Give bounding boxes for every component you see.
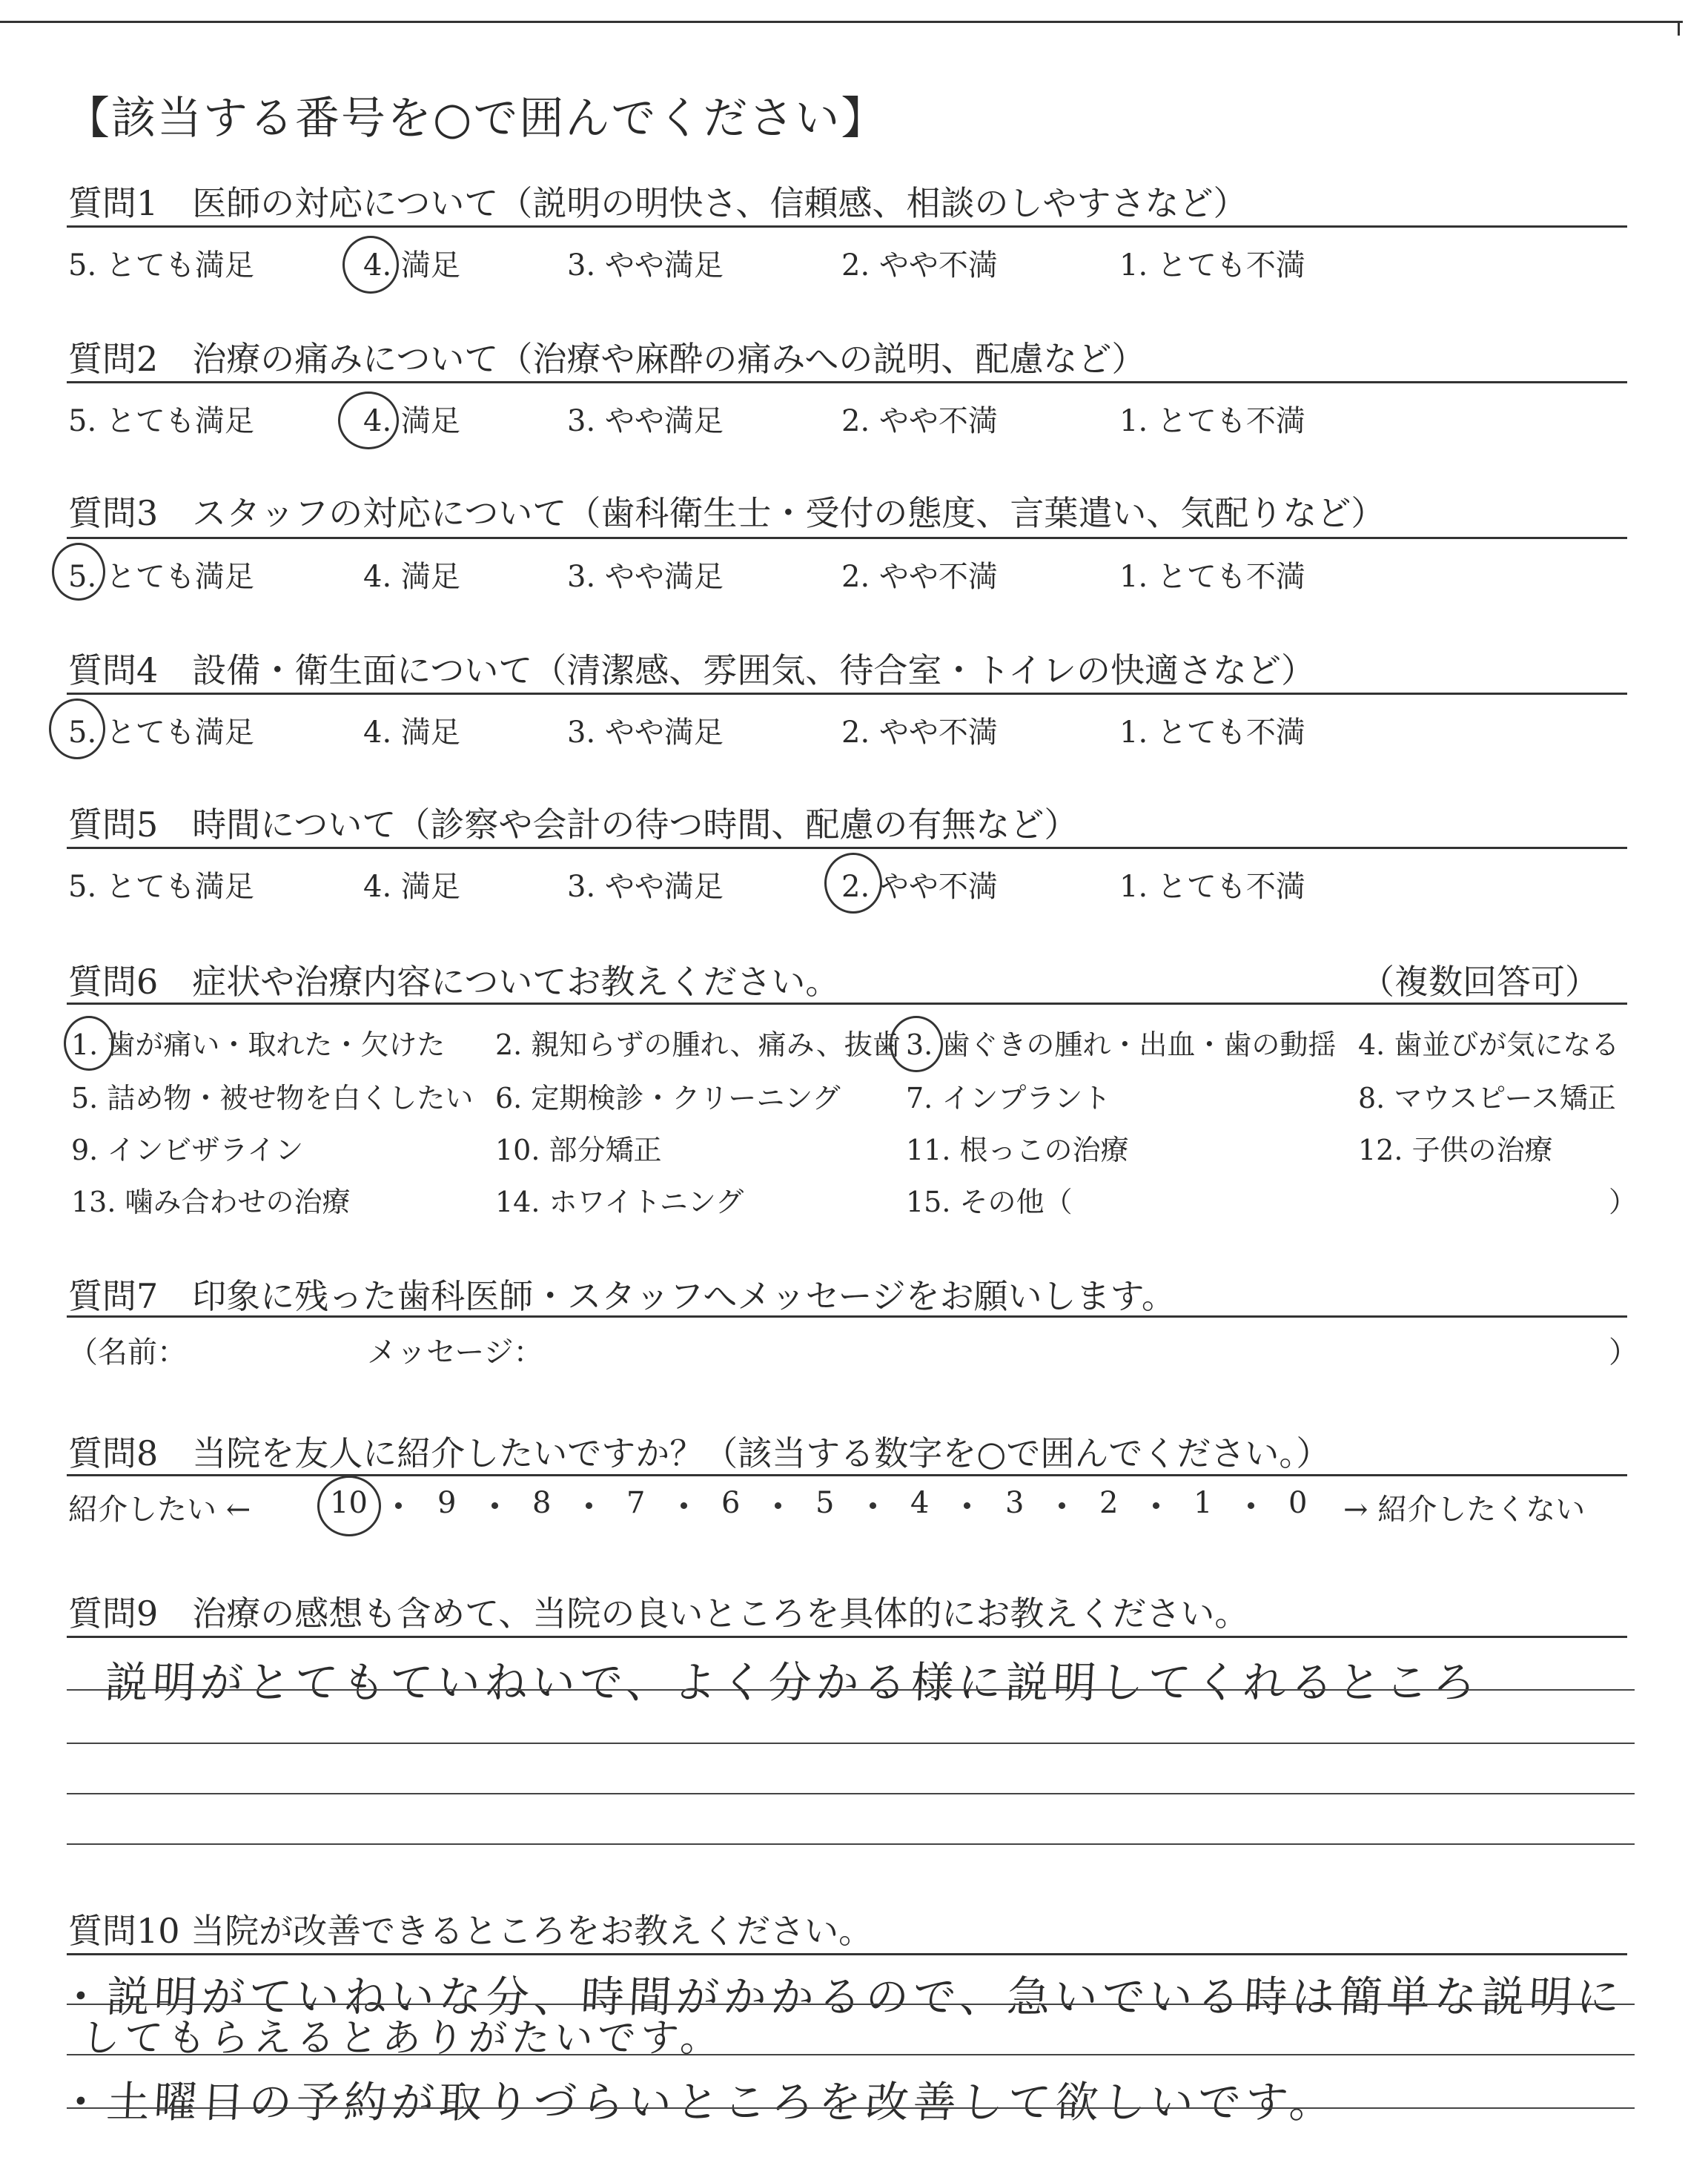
q4-option-5[interactable]: 5. とても満足: [68, 716, 254, 750]
q9-handwritten-answer[interactable]: 説明がとてもていねいで、よく分かる様に説明してくれるところ: [103, 1657, 1482, 1708]
q6-option-12[interactable]: 12. 子供の治療: [1358, 1134, 1553, 1166]
q5-option-2[interactable]: 2. やや不満: [841, 870, 998, 904]
q3-option-2[interactable]: 2. やや不満: [841, 560, 998, 594]
q8-scale-5[interactable]: 5: [815, 1486, 835, 1520]
q10-answer-line: [67, 2054, 1635, 2055]
top-border: [0, 21, 1683, 23]
q8-separator-dot: [964, 1502, 970, 1509]
q8-separator-dot: [395, 1502, 402, 1509]
question-2-label: 質問2 治療の痛みについて（治療や麻酔の痛みへの説明、配慮など）: [68, 339, 1146, 379]
q8-scale-1[interactable]: 1: [1194, 1486, 1213, 1520]
q6-option-4[interactable]: 4. 歯並びが気になる: [1358, 1028, 1620, 1061]
q8-scale-7[interactable]: 7: [626, 1486, 646, 1520]
q6-selection-circle-1: [64, 1016, 114, 1071]
q2-option-2[interactable]: 2. やや不満: [841, 404, 998, 438]
question-3-rule: [67, 537, 1627, 539]
question-1-rule: [67, 225, 1627, 228]
q6-option-15[interactable]: 15. その他（: [906, 1186, 1073, 1218]
question-7-label: 質問7 印象に残った歯科医師・スタッフへメッセージをお願いします。: [68, 1276, 1176, 1316]
q10-handwritten-line-2[interactable]: してもらえるとありがたいです。: [80, 2016, 725, 2061]
form-title: 【該当する番号を○で囲んでください】: [65, 93, 887, 145]
question-6-note: （複数回答可）: [1360, 962, 1599, 1002]
q3-option-4[interactable]: 4. 満足: [363, 560, 460, 594]
q4-option-1[interactable]: 1. とても不満: [1119, 716, 1305, 750]
q6-option-14[interactable]: 14. ホワイトニング: [495, 1186, 744, 1218]
q4-option-3[interactable]: 3. やや満足: [567, 716, 724, 750]
q8-separator-dot: [681, 1502, 687, 1509]
q5-option-1[interactable]: 1. とても不満: [1119, 870, 1305, 904]
q9-answer-line: [67, 1843, 1635, 1845]
q2-option-3[interactable]: 3. やや満足: [567, 404, 724, 438]
question-6-rule: [67, 1003, 1627, 1005]
question-9-label: 質問9 治療の感想も含めて、当院の良いところを具体的にお教えください。: [68, 1593, 1249, 1634]
q8-separator-dot: [491, 1502, 498, 1509]
q9-answer-line: [67, 1793, 1635, 1794]
q1-option-3[interactable]: 3. やや満足: [567, 248, 724, 283]
question-5-rule: [67, 847, 1627, 849]
q8-scale-8[interactable]: 8: [532, 1486, 552, 1520]
q8-scale-3[interactable]: 3: [1005, 1486, 1025, 1520]
q1-selection-circle: [342, 236, 399, 294]
q9-answer-line: [67, 1689, 1635, 1691]
q8-separator-dot: [1248, 1502, 1254, 1509]
q4-selection-circle: [49, 698, 105, 759]
q6-option-15-close: ）: [1609, 1186, 1638, 1218]
q6-option-2[interactable]: 2. 親知らずの腫れ、痛み、抜歯: [495, 1028, 901, 1061]
question-4-rule: [67, 693, 1627, 695]
q6-selection-circle-3: [890, 1016, 943, 1072]
question-10-label: 質問10 当院が改善できるところをお教えください。: [68, 1911, 873, 1951]
q6-option-7[interactable]: 7. インプラント: [906, 1082, 1111, 1114]
q7-close-paren: ）: [1609, 1335, 1638, 1370]
q10-answer-line: [67, 2004, 1635, 2005]
top-border-edge: [1678, 21, 1680, 36]
q4-option-4[interactable]: 4. 満足: [363, 716, 460, 750]
question-3-label: 質問3 スタッフの対応について（歯科衛生士・受付の態度、言葉遣い、気配りなど）: [68, 493, 1386, 533]
q6-option-9[interactable]: 9. インビザライン: [71, 1134, 304, 1166]
q6-option-11[interactable]: 11. 根っこの治療: [906, 1134, 1129, 1166]
q6-option-1[interactable]: 1. 歯が痛い・取れた・欠けた: [71, 1028, 446, 1061]
question-7-rule: [67, 1315, 1627, 1318]
question-8-label: 質問8 当院を友人に紹介したいですか？（該当する数字を○で囲んでください。）: [68, 1433, 1331, 1473]
q1-option-1[interactable]: 1. とても不満: [1119, 248, 1305, 283]
q3-option-3[interactable]: 3. やや満足: [567, 560, 724, 594]
q8-selection-circle: [317, 1476, 381, 1536]
q4-option-2[interactable]: 2. やや不満: [841, 716, 998, 750]
q2-selection-circle: [338, 392, 399, 449]
q1-option-2[interactable]: 2. やや不満: [841, 248, 998, 283]
q3-selection-circle: [52, 543, 105, 601]
q8-scale-9[interactable]: 9: [437, 1486, 457, 1520]
q8-scale-2[interactable]: 2: [1099, 1486, 1119, 1520]
q8-left-label: 紹介したい ←: [68, 1493, 251, 1527]
question-5-label: 質問5 時間について（診察や会計の待つ時間、配慮の有無など）: [68, 805, 1079, 845]
q6-option-3[interactable]: 3. 歯ぐきの腫れ・出血・歯の動揺: [906, 1028, 1337, 1061]
q8-separator-dot: [870, 1502, 876, 1509]
q8-scale-0[interactable]: 0: [1288, 1486, 1308, 1520]
question-9-rule: [67, 1636, 1627, 1638]
q8-separator-dot: [775, 1502, 781, 1509]
q2-option-4[interactable]: 4. 満足: [363, 404, 460, 438]
q5-option-3[interactable]: 3. やや満足: [567, 870, 724, 904]
q6-option-5[interactable]: 5. 詰め物・被せ物を白くしたい: [71, 1082, 474, 1114]
q10-handwritten-line-1[interactable]: ・説明がていねいな分、時間がかかるので、急いでいる時は簡単な説明に: [57, 1972, 1626, 2022]
q1-option-4[interactable]: 4. 満足: [363, 248, 460, 283]
q8-separator-dot: [586, 1502, 592, 1509]
q3-option-5[interactable]: 5. とても満足: [68, 560, 254, 594]
q6-option-8[interactable]: 8. マウスピース矯正: [1358, 1082, 1616, 1114]
q5-option-4[interactable]: 4. 満足: [363, 870, 460, 904]
question-8-rule: [67, 1474, 1627, 1476]
q7-name-label[interactable]: （名前：: [68, 1335, 187, 1370]
q6-option-13[interactable]: 13. 噛み合わせの治療: [71, 1186, 351, 1218]
q2-option-5[interactable]: 5. とても満足: [68, 404, 254, 438]
question-10-rule: [67, 1953, 1627, 1955]
q10-handwritten-line-3[interactable]: ・土曜日の予約が取りづらいところを改善して欲しいです。: [57, 2077, 1338, 2127]
q5-selection-circle: [824, 853, 882, 914]
q6-option-6[interactable]: 6. 定期検診・クリーニング: [495, 1082, 841, 1114]
q3-option-1[interactable]: 1. とても不満: [1119, 560, 1305, 594]
q8-separator-dot: [1153, 1502, 1159, 1509]
q10-answer-line: [67, 2107, 1635, 2109]
question-2-rule: [67, 381, 1627, 383]
q8-scale-4[interactable]: 4: [910, 1486, 930, 1520]
q7-message-label[interactable]: メッセージ：: [367, 1335, 543, 1370]
q9-answer-line: [67, 1743, 1635, 1744]
q8-separator-dot: [1059, 1502, 1065, 1509]
q1-option-5[interactable]: 5. とても満足: [68, 248, 254, 283]
question-4-label: 質問4 設備・衛生面について（清潔感、雰囲気、待合室・トイレの快適さなど）: [68, 650, 1316, 690]
q8-scale-10[interactable]: 10: [330, 1486, 368, 1520]
q8-right-label: → 紹介したくない: [1343, 1493, 1586, 1527]
q5-option-5[interactable]: 5. とても満足: [68, 870, 254, 904]
q8-scale-6[interactable]: 6: [721, 1486, 741, 1520]
question-6-label: 質問6 症状や治療内容についてお教えください。: [68, 962, 840, 1002]
question-1-label: 質問1 医師の対応について（説明の明快さ、信頼感、相談のしやすさなど）: [68, 183, 1248, 223]
q2-option-1[interactable]: 1. とても不満: [1119, 404, 1305, 438]
q6-option-10[interactable]: 10. 部分矯正: [495, 1134, 662, 1166]
